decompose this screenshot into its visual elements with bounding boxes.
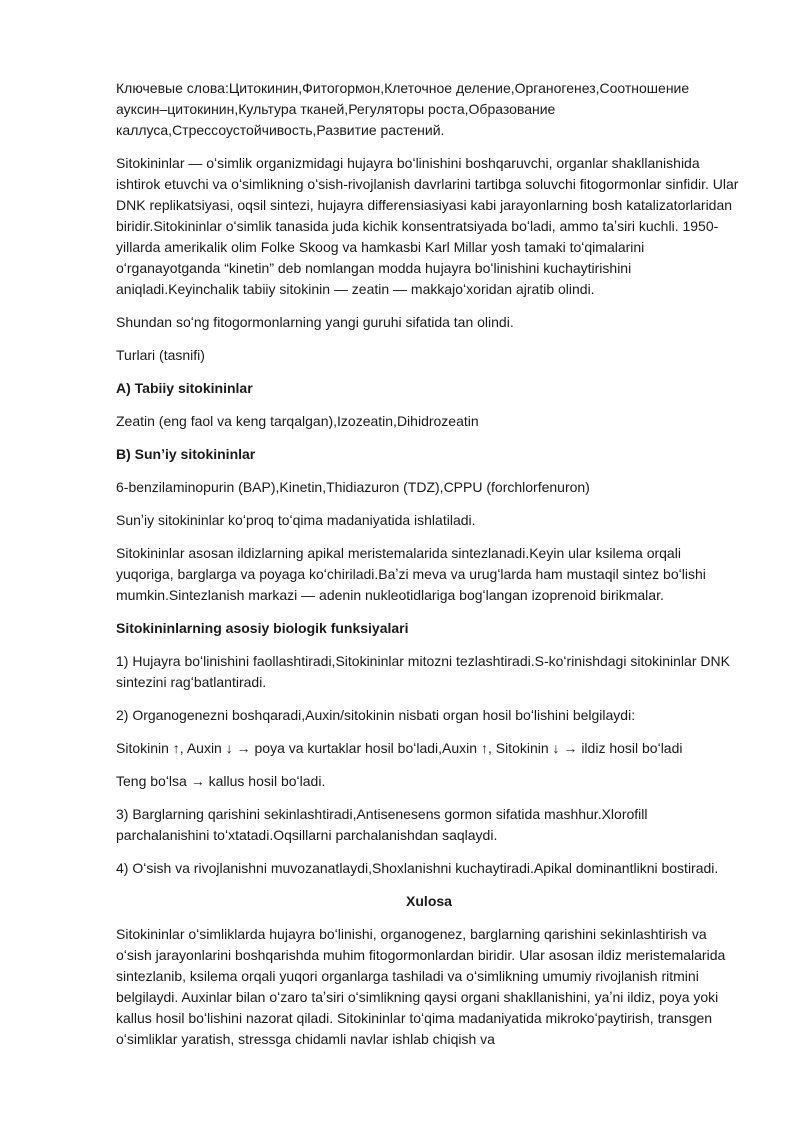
natural-cytokinins-list: Zeatin (eng faol va keng tarqalgan),Izozeatin,Dihidrozeatin bbox=[116, 413, 479, 429]
keywords-paragraph: Ключевые слова:Цитокинин,Фитогормон,Клеточное деление,Органогенез,Соотношение ауксин–цитокинин,Культура тканей,Регуляторы роста,Образование каллуса,Стрессоустойчивость,Развитие растений. bbox=[116, 80, 690, 138]
function-2-equal: Teng boʻlsa → kallus hosil boʻladi. bbox=[116, 773, 326, 789]
synthesis-paragraph: Sitokininlar asosan ildizlarning apikal meristemalarida sintezlanadi.Keyin ular ksilema orqali yuqoriga, barglarga va poyaga koʻchiriladi.Baʼzi meva va urugʻlarda ham mustaqil sintez boʻlishi mumkin.Sintezlanish markazi — adenin nukleotidlariga bogʻlangan izoprenoid birikmalar. bbox=[116, 545, 706, 603]
intro-paragraph: Sitokininlar — oʻsimlik organizmidagi hujayra boʻlinishini boshqaruvchi, organlar shakllanishida ishtirok etuvchi va oʻsimlikning oʻsish-rivojlanish davrlarini tartibga soluvchi fitogormonlar sinfidir. Ular DNK replikatsiyasi, oqsil sintezi, hujayra differensiasiyasi kabi jarayonlarning bosh katalizatorlaridan biridir.Sitokininlar oʻsimlik tanasida juda kichik konsentratsiyada boʻladi, ammo taʼsiri kuchli. 1950-yillarda amerikalik olim Folke Skoog va hamkasbi Karl Millar yosh tamaki toʻqimalarini oʻrganayotganda “kinetin” deb nomlangan modda hujayra boʻlinishini kuchaytirishini aniqladi.Keyinchalik tabiiy sitokinin — zeatin — makkajoʻxoridan ajratib olindi. bbox=[116, 155, 739, 297]
synthetic-cytokinins-list: 6-benzilaminopurin (BAP),Kinetin,Thidiazuron (TDZ),CPPU (forchlorfenuron) bbox=[116, 479, 590, 495]
natural-cytokinins-heading: A) Tabiiy sitokininlar bbox=[116, 380, 253, 396]
conclusion-heading: Xulosa bbox=[406, 893, 452, 909]
function-3: 3) Barglarning qarishini sekinlashtiradi,Antisenesens gormon sifatida mashhur.Xlorofill parchalanishini toʻxtatadi.Oqsillarni parchalanishdan saqlaydi. bbox=[116, 806, 648, 843]
function-1: 1) Hujayra boʻlinishini faollashtiradi,Sitokininlar mitozni tezlashtiradi.S-koʻrinishdagi sitokininlar DNK sintezini ragʻbatlantiradi. bbox=[116, 653, 730, 690]
function-2-ratio: Sitokinin ↑, Auxin ↓ → poya va kurtaklar hosil boʻladi,Auxin ↑, Sitokinin ↓ → ildiz hosil boʻladi bbox=[116, 740, 683, 756]
conclusion-paragraph: Sitokininlar oʻsimliklarda hujayra boʻlinishi, organogenez, barglarning qarishini sekinlashtirish va oʻsish jarayonlarini boshqarishda muhim fitogormonlardan biridir. Ular asosan ildiz meristemalarida sintezlanib, ksilema orqali yuqori organlarga tashiladi va oʻsimlikning umumiy rivojlanish ritmini belgilaydi. Auxinlar bilan oʻzaro taʼsiri oʻsimlikning qaysi organi shakllanishini, yaʼni ildiz, poya yoki kallus hosil boʻlishini nazorat qiladi. Sitokininlar toʻqima madaniyatida mikrokoʻpaytirish, transgen oʻsimliklar yaratish, stressga chidamli navlar ishlab chiqish va bbox=[116, 926, 726, 1047]
types-title: Turlari (tasnifi) bbox=[116, 347, 205, 363]
functions-heading: Sitokininlarning asosiy biologik funksiyalari bbox=[116, 620, 409, 636]
function-2: 2) Organogenezni boshqaradi,Auxin/sitokinin nisbati organ hosil boʻlishini belgilaydi: bbox=[116, 707, 636, 723]
intro-continuation: Shundan soʻng fitogormonlarning yangi guruhi sifatida tan olindi. bbox=[116, 314, 514, 330]
synthetic-cytokinins-heading: B) Sunʼiy sitokininlar bbox=[116, 446, 256, 462]
function-4: 4) Oʻsish va rivojlanishni muvozanatlaydi,Shoxlanishni kuchaytiradi.Apikal dominantlikni bostiradi. bbox=[116, 860, 719, 876]
synthetic-cytokinins-note: Sunʼiy sitokininlar koʻproq toʻqima madaniyatida ishlatiladi. bbox=[116, 512, 476, 528]
